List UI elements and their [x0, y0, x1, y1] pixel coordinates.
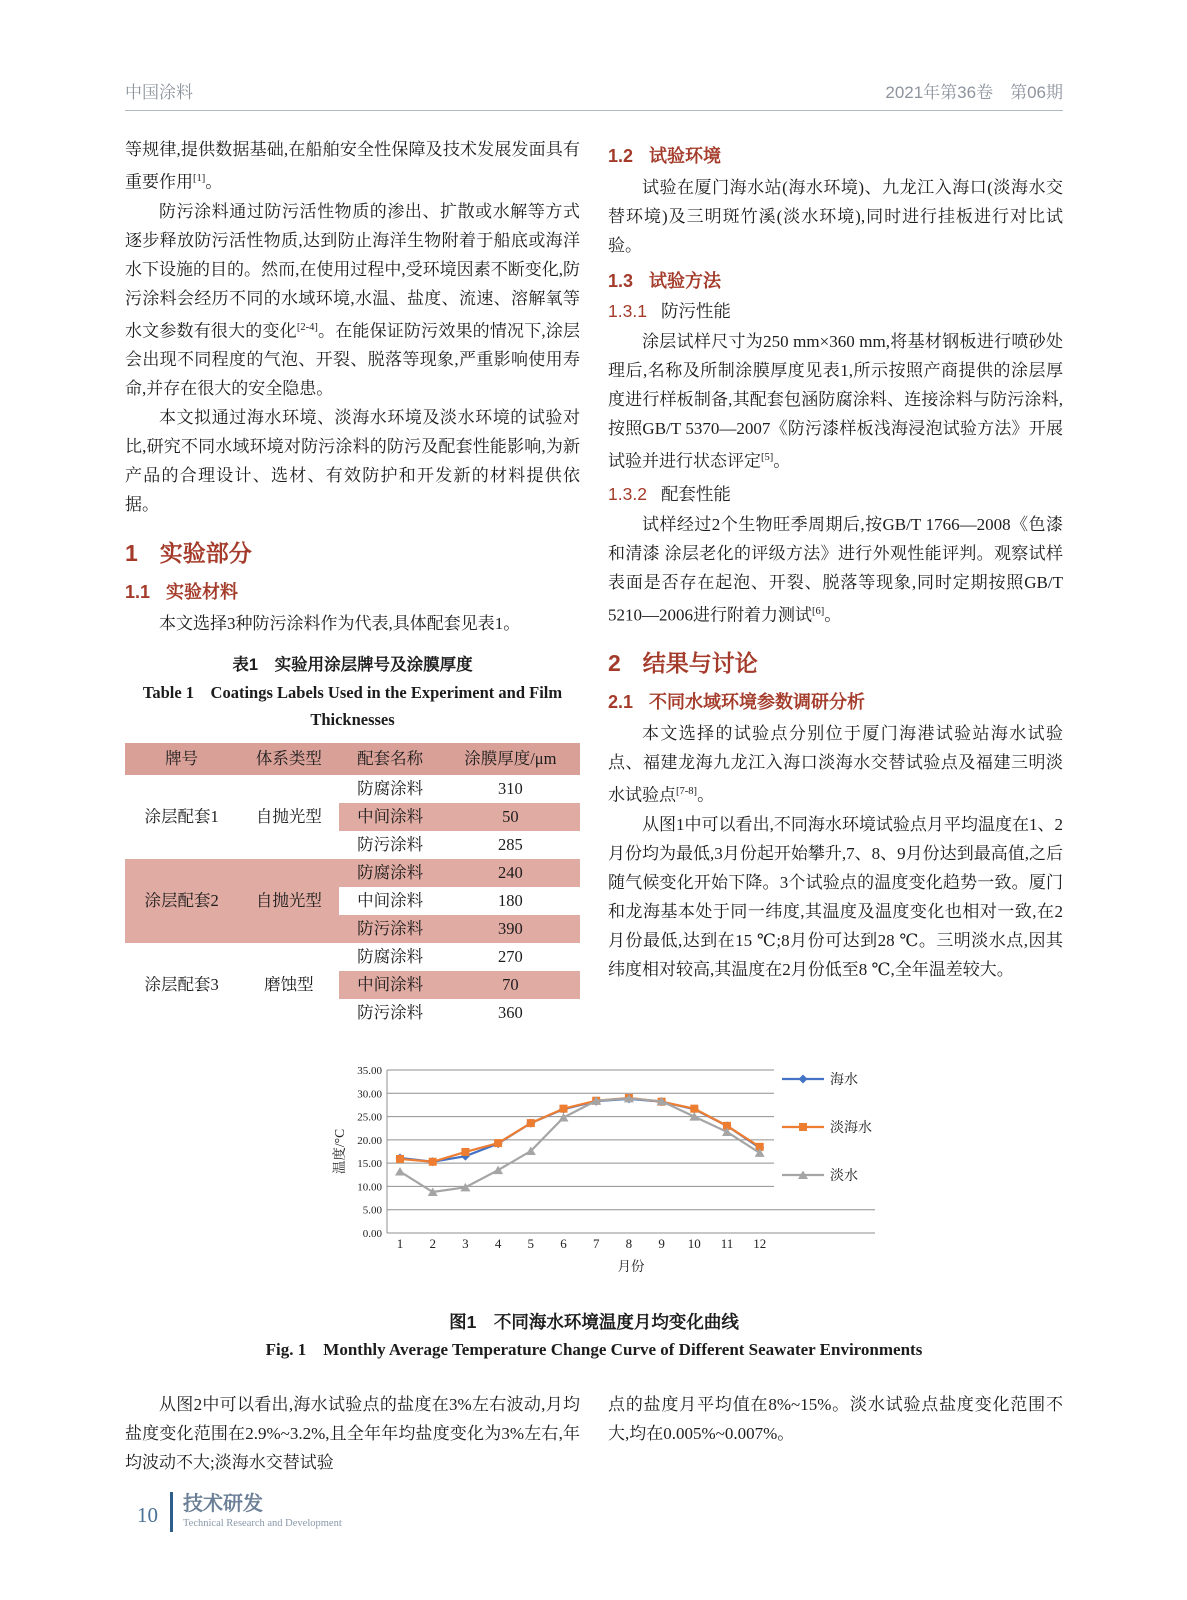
citation-ref: [6] — [812, 605, 825, 617]
y-tick-label: 25.00 — [357, 1111, 382, 1124]
film-thickness: 70 — [441, 971, 580, 999]
data-point — [395, 1167, 405, 1176]
table-row — [125, 859, 580, 887]
y-tick-label: 15.00 — [357, 1158, 382, 1171]
table-row — [125, 943, 580, 971]
citation-ref: [7-8] — [676, 786, 698, 798]
y-axis-label: 温度/°C — [332, 1129, 347, 1175]
x-tick-label: 4 — [494, 1236, 502, 1252]
citation-ref: [5] — [761, 452, 774, 463]
section-heading-1-3-1: 1.3.1 防污性能 — [608, 301, 731, 321]
paragraph: 从图2中可以看出,海水试验点的盐度在3%左右波动,月均盐度变化范围在2.9%~3.2%,且全年年均盐度变化为3%左右,年均波动不大;淡海水交替试验 — [125, 1395, 580, 1473]
layer-name: 防腐涂料 — [339, 859, 440, 887]
layer-name: 中间涂料 — [339, 803, 440, 831]
layer-name: 防腐涂料 — [357, 779, 424, 799]
film-thickness: 270 — [497, 947, 523, 967]
data-point — [559, 1113, 569, 1122]
section-heading-1-2: 1.2 试验环境 — [608, 146, 722, 166]
figure-caption-en: Fig. 1 Monthly Average Temperature Change Curve of Different Seawater Environments — [265, 1340, 923, 1360]
data-point — [690, 1105, 698, 1113]
x-tick-label: 3 — [462, 1236, 469, 1252]
y-tick-label: 20.00 — [357, 1135, 382, 1148]
section-heading-1-1: 1.1 实验材料 — [125, 582, 239, 603]
data-point — [429, 1158, 437, 1166]
legend-label: 淡水 — [830, 1169, 858, 1185]
left-column — [125, 135, 580, 1027]
film-thickness: 390 — [441, 915, 580, 943]
coating-set-label: 涂层配套1 — [144, 807, 219, 827]
coatings-table-head — [125, 743, 580, 775]
footer-column-label: 技术研发 Technical Research and Development — [170, 1492, 342, 1532]
x-tick-label: 9 — [658, 1236, 665, 1252]
table-header-row — [125, 743, 580, 775]
film-thickness: 285 — [497, 835, 523, 855]
table-row — [125, 775, 580, 803]
layer-name: 防腐涂料 — [357, 947, 424, 967]
bottom-columns — [125, 1390, 1063, 1477]
layer-name: 防污涂料 — [339, 915, 440, 943]
y-tick-label: 5.00 — [362, 1205, 382, 1218]
x-tick-label: 8 — [625, 1236, 633, 1252]
layer-name: 防污涂料 — [357, 835, 424, 855]
paragraph: 试验在厦门海水站(海水环境)、九龙江入海口(淡海水交替环境)及三明斑竹溪(淡水环境),同时进行挂板进行对比试验。 — [608, 178, 1063, 255]
section-heading-2: 2 结果与讨论 — [608, 650, 758, 677]
table-caption-en: Table 1 Coatings Labels Used in the Experiment and Film Thicknesses — [142, 683, 563, 730]
paragraph: 从图1中可以看出,不同海水环境试验点月平均温度在1、2月份均为最低,3月份起开始攀升,7、8、9月份达到最高值,之后随气候变化开始下降。3个试验点的温度变化趋势一致。厦门和龙海基本处于同一纬度,其温度及温度变化也相对一致,在2月份最低,达到在15 ℃;8月份可达到28 ℃。三明淡水点,因其纬度相对较高,其温度在2月份低至8 ℃,全年温差较大。 — [608, 814, 1063, 979]
coatings-table — [125, 743, 580, 1027]
x-tick-label: 10 — [687, 1236, 701, 1252]
data-point — [494, 1139, 502, 1147]
paragraph: 试样经过2个生物旺季周期后,按GB/T 1766—2008《色漆和清漆 涂层老化的评级方法》进行外观性能评判。观察试样表面是否存在起泡、开裂、脱落等现象,同时定期按照GB/T 5210—2006进行附着力测试[6]。 — [608, 514, 1063, 625]
bottom-right-column — [608, 1390, 1063, 1477]
bottom-left-column — [125, 1390, 580, 1477]
paragraph: 本文选择的试验点分别位于厦门海港试验站海水试验点、福建龙海九龙江入海口淡海水交替试验点及福建三明淡水试验点[7-8]。 — [608, 724, 1063, 805]
coating-set-label: 涂层配套3 — [144, 975, 219, 995]
y-tick-label: 0.00 — [362, 1228, 382, 1241]
coatings-table-body — [125, 775, 580, 1027]
data-point — [527, 1119, 535, 1127]
y-tick-label: 35.00 — [357, 1065, 382, 1078]
paragraph: 本文选择3种防污涂料作为代表,具体配套见表1。 — [159, 614, 521, 634]
series-line-淡海水 — [400, 1098, 760, 1162]
x-axis-label: 月份 — [617, 1259, 645, 1275]
film-thickness: 180 — [497, 891, 523, 911]
data-point — [396, 1155, 404, 1163]
table-header-cell: 配套名称 — [339, 743, 440, 775]
issue-info: 2021年第36卷 第06期 — [885, 83, 1063, 102]
paragraph: 点的盐度月平均值在8%~15%。淡水试验点盐度变化范围不大,均在0.005%~0.007%。 — [608, 1395, 1063, 1444]
legend-marker — [799, 1123, 807, 1131]
data-point — [461, 1148, 469, 1156]
legend-label: 海水 — [830, 1073, 858, 1089]
film-thickness: 310 — [497, 779, 523, 799]
journal-name: 中国涂料 — [125, 83, 193, 102]
x-tick-label: 5 — [527, 1236, 535, 1252]
two-column-body — [125, 135, 1063, 1027]
section-heading-2-1: 2.1 不同水域环境参数调研分析 — [608, 692, 866, 713]
figure-1 — [125, 1041, 1063, 1364]
x-tick-label: 1 — [396, 1236, 404, 1252]
system-type: 自抛光型 — [238, 859, 339, 943]
citation-ref: [1] — [193, 173, 206, 184]
table-header-cell: 涂膜厚度/μm — [441, 743, 580, 775]
data-point — [560, 1105, 568, 1113]
paragraph: 涂层试样尺寸为250 mm×360 mm,将基材钢板进行喷砂处理后,名称及所制涂膜厚度见表1,所示按照产商提供的涂层厚度进行样板制备,其配套包涵防腐涂料、连接涂料与防污涂料,按照GB/T 5370—2007《防污漆样板浅海浸泡试验方法》开展试验并进行状态评定[5]。 — [608, 332, 1063, 471]
layer-name: 中间涂料 — [339, 971, 440, 999]
film-thickness: 50 — [441, 803, 580, 831]
film-thickness: 240 — [441, 859, 580, 887]
coating-set-label: 涂层配套2 — [125, 859, 238, 943]
paragraph: 防污涂料通过防污活性物质的渗出、扩散或水解等方式逐步释放防污活性物质,达到防止海洋生物附着于船底或海洋水下设施的目的。然而,在使用过程中,受环境因素不断变化,防污涂料会经历不同的水域环境,水温、盐度、流速、溶解氧等水文参数有很大的变化[2-4]。在能保证防污效果的情况下,涂层会出现不同程度的气泡、开裂、脱落等现象,严重影响使用寿命,并存在很大的安全隐患。 — [125, 201, 581, 399]
section-heading-1-3-2: 1.3.2 配套性能 — [608, 483, 731, 504]
temperature-chart — [330, 1041, 1063, 1296]
legend-label: 淡海水 — [830, 1121, 872, 1137]
x-tick-label: 7 — [592, 1236, 600, 1252]
citation-ref: [2-4] — [296, 321, 318, 333]
table-caption-zh: 表1 实验用涂层牌号及涂膜厚度 — [232, 656, 473, 675]
series-line-淡水 — [400, 1099, 760, 1193]
y-tick-label: 30.00 — [357, 1088, 382, 1101]
paragraph: 本文拟通过海水环境、淡海水环境及淡水环境的试验对比,研究不同水域环境对防污涂料的防污及配套性能影响,为新产品的合理设计、选材、有效防护和开发新的材料提供依据。 — [125, 408, 580, 515]
layer-name: 防污涂料 — [357, 1003, 424, 1023]
figure-caption-zh: 图1 不同海水环境温度月均变化曲线 — [449, 1312, 739, 1333]
section-heading-1-3: 1.3 试验方法 — [608, 271, 722, 291]
system-type: 自抛光型 — [255, 807, 322, 827]
film-thickness: 360 — [497, 1003, 523, 1023]
x-tick-label: 2 — [429, 1236, 436, 1252]
section-heading-1: 1 实验部分 — [125, 540, 252, 567]
right-column — [608, 135, 1063, 1027]
page-footer — [137, 1492, 342, 1532]
table-header-cell: 牌号 — [125, 743, 238, 775]
system-type: 磨蚀型 — [264, 975, 314, 995]
page-number: 10 — [137, 1503, 158, 1527]
x-tick-label: 12 — [753, 1236, 767, 1252]
paragraph: 等规律,提供数据基础,在船舶安全性保障及技术发展发面具有重要作用[1]。 — [125, 140, 580, 192]
y-tick-label: 10.00 — [357, 1181, 382, 1194]
x-tick-label: 6 — [560, 1236, 567, 1252]
layer-name: 中间涂料 — [357, 891, 424, 911]
line-chart-svg — [330, 1041, 890, 1291]
x-tick-label: 11 — [720, 1236, 734, 1252]
page-header — [125, 0, 1063, 111]
table-header-cell: 体系类型 — [238, 743, 339, 775]
